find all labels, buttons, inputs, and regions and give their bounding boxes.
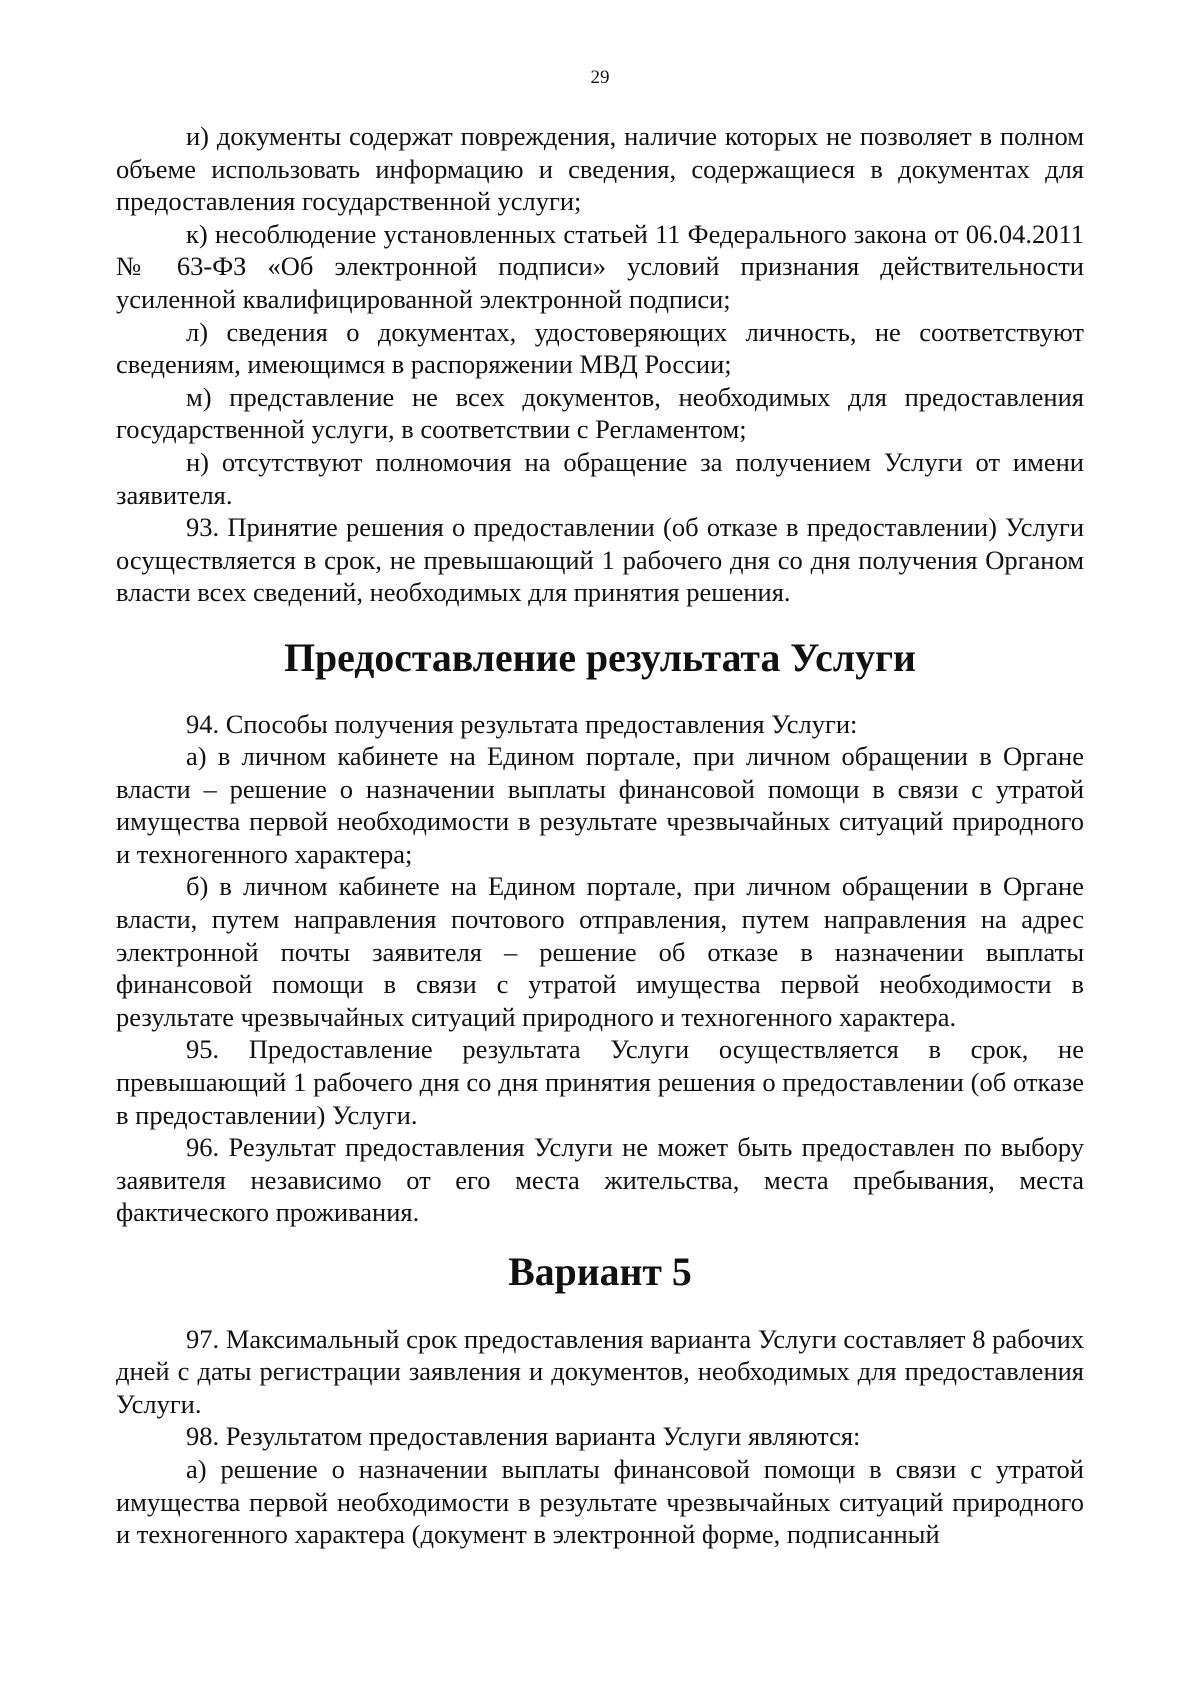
paragraph-item-n: н) отсутствуют полномочия на обращение за получением Услуги от имени заявителя.	[116, 446, 1084, 510]
paragraph-97: 97. Максимальный срок предоставления варианта Услуги составляет 8 рабочих дней с даты регистрации заявления и документов, необходимых для предоставления Услуги.	[116, 1323, 1084, 1419]
paragraph-95: 95. Предоставление результата Услуги осуществляется в срок, не превышающий 1 рабочего дня со дня принятия решения о предоставлении (об отказе в предоставлении) Услуги.	[116, 1034, 1084, 1130]
paragraph-item-l: л) сведения о документах, удостоверяющих личность, не соответствуют сведениям, имеющимся в распоряжении МВД России;	[116, 316, 1084, 380]
paragraph-94-b: б) в личном кабинете на Едином портале, при личном обращении в Органе власти, путем направления почтового отправления, путем направления на адрес электронной почты заявителя – решение об отказе в назначении выплаты финансовой помощи в связи с утратой имущества первой необходимости в результате чрезвычайных ситуаций природного и техногенного характера.	[116, 871, 1084, 1032]
paragraph-94: 94. Способы получения результата предоставления Услуги:	[186, 708, 858, 739]
paragraph-94-a: а) в личном кабинете на Едином портале, при личном обращении в Органе власти – решение о назначении выплаты финансовой помощи в связи с утратой имущества первой необходимости в результате чрезвычайных ситуаций природного и техногенного характера;	[116, 741, 1084, 869]
paragraph-item-m: м) представление не всех документов, необходимых для предоставления государственной услуги, в соответствии с Регламентом;	[116, 381, 1084, 445]
paragraph-item-i: и) документы содержат повреждения, наличие которых не позволяет в полном объеме использовать информацию и сведения, содержащиеся в документах для предоставления государственной услуги;	[116, 121, 1084, 217]
page-number: 29	[590, 67, 610, 88]
paragraph-93: 93. Принятие решения о предоставлении (об отказе в предоставлении) Услуги осуществляется в срок, не превышающий 1 рабочего дня со дня получения Органом власти всех сведений, необходимых для принятия решения.	[116, 512, 1084, 608]
paragraph-item-k: к) несоблюдение установленных статьей 11 Федерального закона от 06.04.2011 № 63-ФЗ «Об электронной подписи» условий признания действительности усиленной квалифицированной электронной подписи;	[116, 218, 1084, 314]
paragraph-96: 96. Результат предоставления Услуги не может быть предоставлен по выбору заявителя независимо от его места жительства, места пребывания, места фактического проживания.	[116, 1132, 1084, 1228]
section-heading-result: Предоставление результата Услуги	[284, 635, 916, 680]
document-body	[116, 120, 1084, 1551]
section-heading-variant-5: Вариант 5	[508, 1250, 692, 1294]
paragraph-98-a: а) решение о назначении выплаты финансовой помощи в связи с утратой имущества первой необходимости в результате чрезвычайных ситуаций природного и техногенного характера (документ в электронной форме, подписанный	[116, 1453, 1084, 1550]
paragraph-98: 98. Результатом предоставления варианта Услуги являются:	[186, 1421, 861, 1452]
